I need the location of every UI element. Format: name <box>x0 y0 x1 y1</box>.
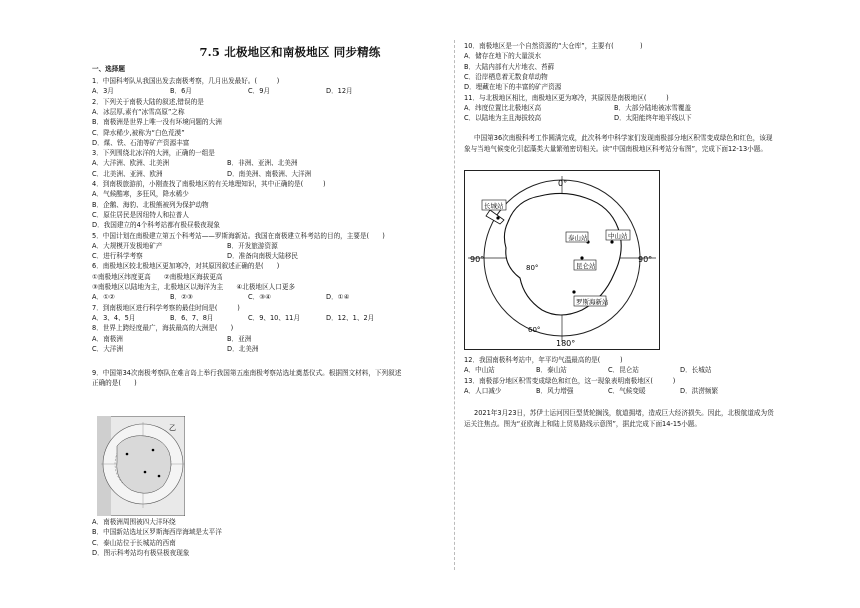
option-right-4-0[interactable]: A．人口减少 <box>464 386 502 395</box>
option-left-8-1[interactable]: B．中国新站选址区罗斯海西岸海域是太平洋 <box>92 528 222 537</box>
station-rossea: 罗斯海新站 <box>576 298 609 306</box>
station-kunlun: 昆仑站 <box>576 262 596 270</box>
option-left-6-0[interactable]: A．3、4、5月 <box>92 313 136 322</box>
option-right-1-1[interactable]: B．大部分陆地被冰雪覆盖 <box>614 103 692 112</box>
option-left-5-2[interactable]: A．①② <box>92 293 115 302</box>
option-left-1-3[interactable]: D．煤、铁、石油等矿产资源丰富 <box>92 138 190 147</box>
option-right-1-0[interactable]: A．纬度位置比北极地区高 <box>464 103 542 112</box>
option-left-1-0[interactable]: A．冰层厚,素有“冰雪高原”之称 <box>92 107 185 116</box>
question-left-8-cont: 正确的是( ) <box>92 379 137 388</box>
question-left-6: 7．到南极地区进行科学考察的最佳时间是( ) <box>92 303 240 312</box>
map-left-label: 90° <box>470 255 485 264</box>
question-left-2: 3．下列围绕北冰洋的大洲，正确的一组是 <box>92 149 215 158</box>
option-left-0-2[interactable]: C．9月 <box>248 87 270 96</box>
map-top-label: 0° <box>558 179 568 188</box>
option-left-7-3[interactable]: D．北美洲 <box>227 344 259 353</box>
station-changcheng: 长城站 <box>484 202 504 210</box>
option-right-0-2[interactable]: C．沿岸栖息着无数食草动物 <box>464 72 548 81</box>
option-right-1-2[interactable]: C．以陆地为主且海拔较高 <box>464 114 542 123</box>
option-left-3-1[interactable]: B．企鹅、海豹、北极熊被列为保护动物 <box>92 200 209 209</box>
option-left-8-2[interactable]: C．泰山站位于长城站的西南 <box>92 538 176 547</box>
question-left-0: 1．中国科考队从我国出发去南极考察，几月出发最好。( ) <box>92 77 280 85</box>
option-left-2-0[interactable]: A．大洋洲、欧洲、北美洲 <box>92 159 170 168</box>
station-taishan: 泰山站 <box>568 234 588 242</box>
passage-right-2-cont: 象与当地气候变化引起藻类大量繁殖密切相关。读“中国南极地区科考站分布图”，完成下面12-13小题。 <box>464 144 767 153</box>
question-left-1: 2．下列关于南极大陆的叙述,错误的是 <box>92 97 204 106</box>
option-left-1-1[interactable]: B．南极洲是世界上唯一没有环境问题的大洲 <box>92 118 222 127</box>
option-right-4-3[interactable]: D．洪涝频繁 <box>680 386 719 395</box>
option-right-0-1[interactable]: B．大陆内部有大片地衣、苔藓 <box>464 62 555 71</box>
option-right-1-3[interactable]: D．太阳能终年地平线以下 <box>614 114 692 123</box>
passage-right-2: 中国第36次南极科考工作圆满完成，此次科考中科学家们发现南极部分地区积雪变成绿色和红色，该现 <box>474 134 773 143</box>
option-right-3-0[interactable]: A．中山站 <box>464 366 495 375</box>
option-left-1-2[interactable]: C．降水稀少,被称为“白色荒漠” <box>92 128 185 137</box>
option-left-3-3[interactable]: D．我国建立的4个科考站都有极昼极夜现象 <box>92 221 220 230</box>
antarctic-station-map <box>464 170 660 350</box>
option-left-2-1[interactable]: B．非洲、亚洲、北美洲 <box>227 159 298 168</box>
option-left-7-2[interactable]: C．大洋洲 <box>92 344 123 353</box>
option-left-5-3[interactable]: B．②③ <box>170 293 193 302</box>
question-left-5: 6．南极地区较北极地区更加寒冷，对其原因叙述正确的是( ) <box>92 262 280 271</box>
passage-right-5: 2021年3月23日，苏伊士运河因巨型货轮搁浅，航道拥堵，造成巨大经济损失。因此，北极航道成为货 <box>474 409 774 418</box>
option-left-0-1[interactable]: B．6月 <box>170 87 192 96</box>
question-left-4: 5．中国计划在南极建立第五个科考站——罗斯海新站。我国在南极建立科考站的目的，主要是( ) <box>92 231 385 240</box>
option-right-4-1[interactable]: B．风力增强 <box>536 386 574 395</box>
question-right-4: 13．南极部分地区积雪变成绿色和红色，这一现象表明南极地区( ) <box>464 376 676 385</box>
option-right-3-1[interactable]: B．泰山站 <box>536 366 567 375</box>
question-left-8: 9．中国第34次南极考察队在难言岛上举行我国第五座南极考察站选址奠基仪式。根据图文材料，下列叙述 <box>92 369 402 378</box>
option-left-3-0[interactable]: A．气候酷寒，多狂风，降水稀少 <box>92 190 189 199</box>
option-left-2-2[interactable]: C．北美洲、亚洲、欧洲 <box>92 169 163 178</box>
option-right-0-3[interactable]: D．埋藏在地下的丰富的矿产资源 <box>464 83 562 92</box>
antarctic-small-map <box>97 416 185 516</box>
option-left-4-1[interactable]: B．开发旅游资源 <box>227 241 278 250</box>
option-left-5-4[interactable]: C．③④ <box>248 293 272 302</box>
option-left-8-0[interactable]: A．南极洲周围被四大洋环绕 <box>92 518 176 526</box>
option-left-6-1[interactable]: B．6、7、8月 <box>170 313 214 322</box>
statement-left-5-0: ①南极地区纬度更高 ②南极地区海拔更高 <box>92 272 223 281</box>
option-left-4-3[interactable]: D．准备向南极大陆移民 <box>227 252 299 261</box>
question-right-0: 10．南极地区是一个自然资源的“大仓库”，主要有( ) <box>464 42 643 50</box>
map-bottom-label: 180° <box>556 339 576 348</box>
option-left-0-3[interactable]: D．12月 <box>326 87 353 96</box>
map-label-yi: 乙 <box>169 424 176 432</box>
option-right-0-0[interactable]: A．储存在地下的大量淡水 <box>464 52 542 61</box>
option-left-5-5[interactable]: D．①④ <box>326 293 350 302</box>
option-left-6-3[interactable]: D．12、1、2月 <box>326 313 375 322</box>
passage-right-5-cont: 运关注焦点。图为“亚欧海上和陆上贸易路线示意图”，据此完成下面14-15小题。 <box>464 419 701 428</box>
station-zhongshan: 中山站 <box>608 232 628 240</box>
option-left-2-3[interactable]: D．南美洲、南极洲、大洋洲 <box>227 169 312 178</box>
page-title: 7.5 北极地区和南极地区 同步精练 <box>199 45 381 59</box>
question-right-3: 12．我国南极科考站中，年平均气温最高的是( ) <box>464 356 623 364</box>
option-left-0-0[interactable]: A．3月 <box>92 87 114 96</box>
map-right-label: 90° <box>638 255 653 264</box>
statement-left-5-1: ③南极地区以陆地为主，北极地区以海洋为主 ④北极地区人口更多 <box>92 283 296 291</box>
option-left-6-2[interactable]: C．9、10、11月 <box>248 313 300 322</box>
question-left-3: 4．到南极旅游前，小刚查找了南极地区的有关地理知识，其中正确的是( ) <box>92 180 326 188</box>
question-left-7: 8．世界上跨经度最广，海拔最高的大洲是( ) <box>92 324 234 333</box>
option-right-3-3[interactable]: D．长城站 <box>680 366 712 375</box>
option-left-7-1[interactable]: B．亚洲 <box>227 334 252 343</box>
option-left-4-2[interactable]: C．进行科学考察 <box>92 252 143 261</box>
column-divider <box>454 40 455 570</box>
section-heading: 一、选择题 <box>92 65 125 73</box>
option-left-3-2[interactable]: C．原住居民是因纽特人和拉普人 <box>92 210 189 219</box>
option-left-7-0[interactable]: A．南极洲 <box>92 334 123 343</box>
question-right-1: 11．与北极地区相比，南极地区更为寒冷，其原因是南极地区( ) <box>464 93 669 102</box>
map-lat-80-label: 80° <box>526 264 539 272</box>
option-right-3-2[interactable]: C．昆仑站 <box>608 366 639 375</box>
option-left-8-3[interactable]: D．图示科考站均有极昼极夜现象 <box>92 548 190 557</box>
map-lat-60-label: 60° <box>528 326 541 334</box>
option-left-4-0[interactable]: A．大规模开发极地矿产 <box>92 241 163 250</box>
option-right-4-2[interactable]: C．气候变暖 <box>608 386 646 395</box>
